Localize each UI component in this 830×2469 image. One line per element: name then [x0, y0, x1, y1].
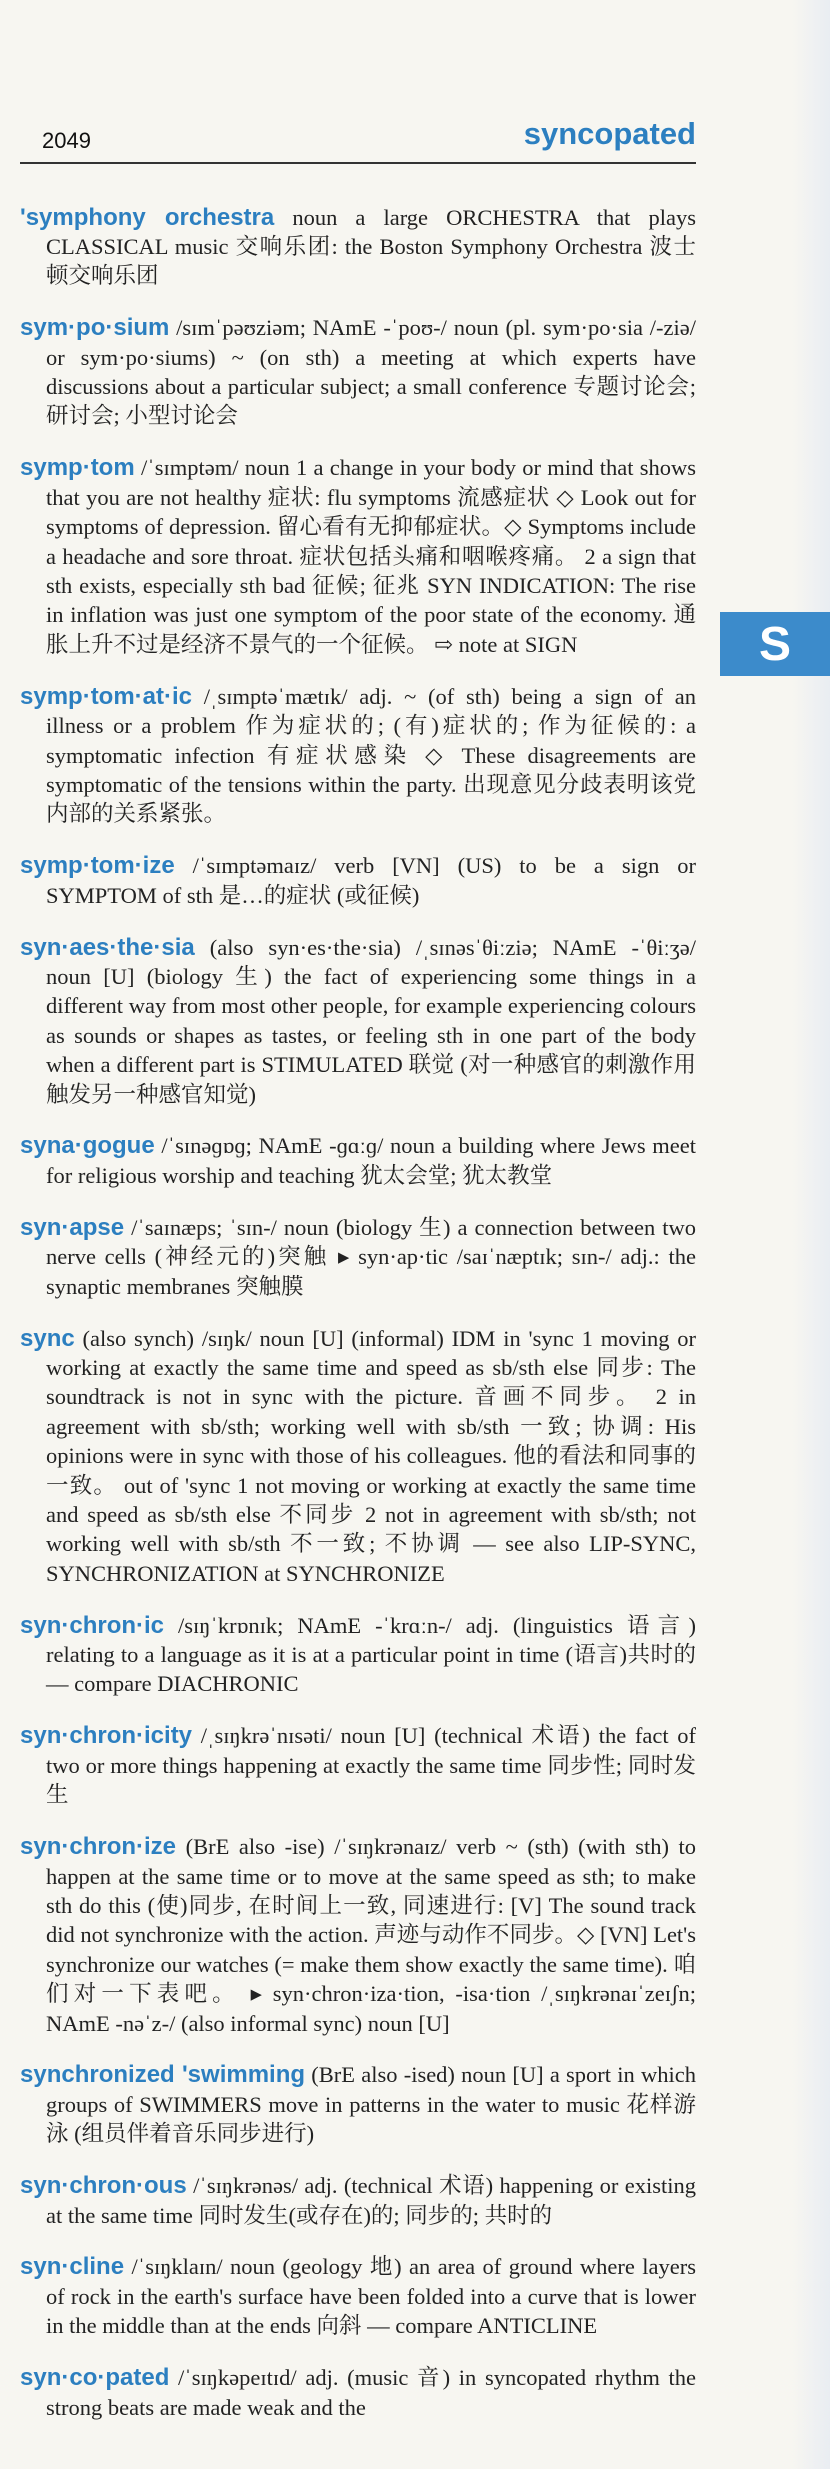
entry-symptom — [20, 453, 696, 659]
entry-body: (BrE also -ised) noun [U] a sport in which groups of SWIMMERS move in patterns in the water to music 花样游泳 (组员伴着音乐同步进行) — [46, 2062, 696, 2147]
entry-synchronicity — [20, 1721, 696, 1809]
guide-word: syncopated — [523, 116, 696, 151]
page-edge-shadow — [792, 0, 830, 2469]
headword: symp·tom·ize — [20, 852, 175, 880]
entry-body: noun a large ORCHESTRA that plays CLASSICAL music 交响乐团: the Boston Symphony Orchestra 波士顿交响乐团 — [46, 204, 697, 289]
entry-symptomatic — [20, 682, 696, 829]
entry-body: /ˈsɪŋkəpeɪtɪd/ adj. (music 音) in syncopated rhythm the strong beats are made weak and the — [46, 2365, 697, 2420]
entry-synchronous — [20, 2171, 696, 2230]
headword: syn·cline — [20, 2253, 125, 2281]
entry-symphony-orchestra — [20, 203, 696, 291]
entry-body: /ˌsɪŋkrəˈnɪsəti/ noun [U] (technical 术语) the fact of two or more things happening at exactly the same time 同步性; 同时发生 — [46, 1723, 697, 1808]
entry-body: /ˈsaɪnæps; ˈsɪn-/ noun (biology 生) a connection between two nerve cells (神经元的)突触 ▸ syn·ap·tic /saɪˈnæptɪk; sɪn-/ adj.: the synaptic membranes 突触膜 — [46, 1214, 696, 1299]
entry-symptomize — [20, 851, 696, 910]
headword: syn·aes·the·sia — [20, 933, 195, 961]
entry-body: (also syn·es·the·sia) /ˌsɪnəsˈθiːziə; NAmE -ˈθiːʒə/ noun [U] (biology 生) the fact of experiencing some things in a different way from most other people, for example experiencing colours as sounds or shapes as tastes, or feeling sth in one part of the body when a different part is STIMULATED 联觉 (对一种感官的刺激作用触发另一种感官知觉) — [46, 934, 696, 1107]
headword: syna·gogue — [20, 1132, 155, 1160]
entry-body: /ˌsɪmptəˈmætɪk/ adj. ~ (of sth) being a sign of an illness or a problem 作为症状的; (有)症状的; 作为征候的: a symptomatic infection 有症状感染 ◇ These disagreements are symptomatic of the tensions within the party. 出现意见分歧表明该党内部的关系紧张。 — [46, 683, 696, 827]
headword: synchronized 'swimming — [20, 2061, 306, 2089]
entry-synagogue — [20, 1131, 696, 1190]
entry-symposium — [20, 313, 696, 431]
entry-synchronic — [20, 1611, 696, 1699]
entry-body: /ˈsɪmptəmaɪz/ verb [VN] (US) to be a sign or SYMPTOM of sth 是…的症状 (或征候) — [46, 853, 696, 908]
entry-sync — [20, 1324, 696, 1589]
entry-synaesthesia — [20, 933, 696, 1109]
entry-body: (BrE also -ise) /ˈsɪŋkrənaɪz/ verb ~ (sth) (with sth) to happen at the same time or to move at the same speed as sth; to make sth do this (使)同步, 在时间上一致, 同速进行: [V] The sound track did not synchronize with the action. 声迹与动作不同步。◇ [VN] Let's synchronize our watches (= make them show exactly the same time). 咱们对一下表吧。 ▸ syn·chron·iza·tion, -isa·tion /ˌsɪŋkrənaɪˈzeɪʃn; NAmE -nəˈz-/ (also informal sync) noun [U] — [46, 1834, 697, 2036]
thumb-index-tab[interactable]: S — [720, 612, 830, 676]
entry-body: /ˈsɪŋkrənəs/ adj. (technical 术语) happening or existing at the same time 同时发生(或存在)的; 同步的; 共时的 — [46, 2173, 697, 2228]
headword: syn·chron·ize — [20, 1833, 177, 1861]
entry-synchronized-swimming — [20, 2060, 696, 2148]
headword: sym·po·sium — [20, 314, 170, 342]
entry-list — [20, 180, 696, 2424]
entry-body: (also synch) /sɪŋk/ noun [U] (informal) IDM in 'sync 1 moving or working at exactly the same time and speed as sb/sth else 同步: The soundtrack is not in sync with the picture. 音画不同步。 2 in agreement with sb/sth; working well with sb/sth 一致; 协调: His opinions were in sync with those of his colleagues. 他的看法和同事的一致。 out of 'sync 1 not moving or working at exactly the same time and speed as sb/sth else 不同步 2 not in agreement with sb/sth; not working well with sb/sth 不一致; 不协调 — see also LIP-SYNC, SYNCHRONIZATION at SYNCHRONIZE — [46, 1325, 696, 1586]
page-header — [20, 110, 696, 164]
entry-syncopated — [20, 2363, 696, 2422]
entry-body: /sɪmˈpəʊziəm; NAmE -ˈpoʊ-/ noun (pl. sym·po·sia /-ziə/ or sym·po·siums) ~ (on sth) a meeting at which experts have discussions about a particular subject; a small conference 专题讨论会; 研讨会; 小型讨论会 — [46, 315, 696, 429]
headword: symp·tom·at·ic — [20, 682, 193, 710]
headword: syn·apse — [20, 1213, 125, 1241]
entry-body: /sɪŋˈkrɒnɪk; NAmE -ˈkrɑːn-/ adj. (linguistics 语言) relating to a language as it is at a particular point in time (语言)共时的 — compare DIACHRONIC — [46, 1612, 696, 1697]
page-number: 2049 — [42, 128, 91, 153]
headword: symp·tom — [20, 454, 135, 482]
headword: 'symphony orchestra — [20, 203, 275, 231]
entry-body: /ˈsɪmptəm/ noun 1 a change in your body or mind that shows that you are not healthy 症状: flu symptoms 流感症状 ◇ Look out for symptoms of depression. 留心看有无抑郁症状。◇ Symptoms include a headache and sore throat. 症状包括头痛和咽喉疼痛。 2 a sign that sth exists, especially sth bad 征候; 征兆 SYN INDICATION: The rise in inflation was just one symptom of the poor state of the economy. 通胀上升不过是经济不景气的一个征候。 ⇨ note at SIGN — [46, 455, 696, 657]
entry-syncline — [20, 2252, 696, 2340]
headword: syn·chron·ic — [20, 1611, 165, 1639]
entry-body: /ˈsɪŋklaɪn/ noun (geology 地) an area of ground where layers of rock in the earth's surface have been folded into a curve that is lower in the middle than at the ends 向斜 — compare ANTICLINE — [46, 2254, 696, 2339]
headword: sync — [20, 1324, 75, 1352]
entry-body: /ˈsɪnəɡɒɡ; NAmE -ɡɑːɡ/ noun a building where Jews meet for religious worship and teaching 犹太会堂; 犹太教堂 — [46, 1133, 697, 1188]
headword: syn·chron·ous — [20, 2172, 187, 2200]
headword: syn·chron·icity — [20, 1722, 193, 1750]
entry-synapse — [20, 1213, 696, 1301]
entry-synchronize — [20, 1832, 696, 2038]
headword: syn·co·pated — [20, 2364, 170, 2392]
